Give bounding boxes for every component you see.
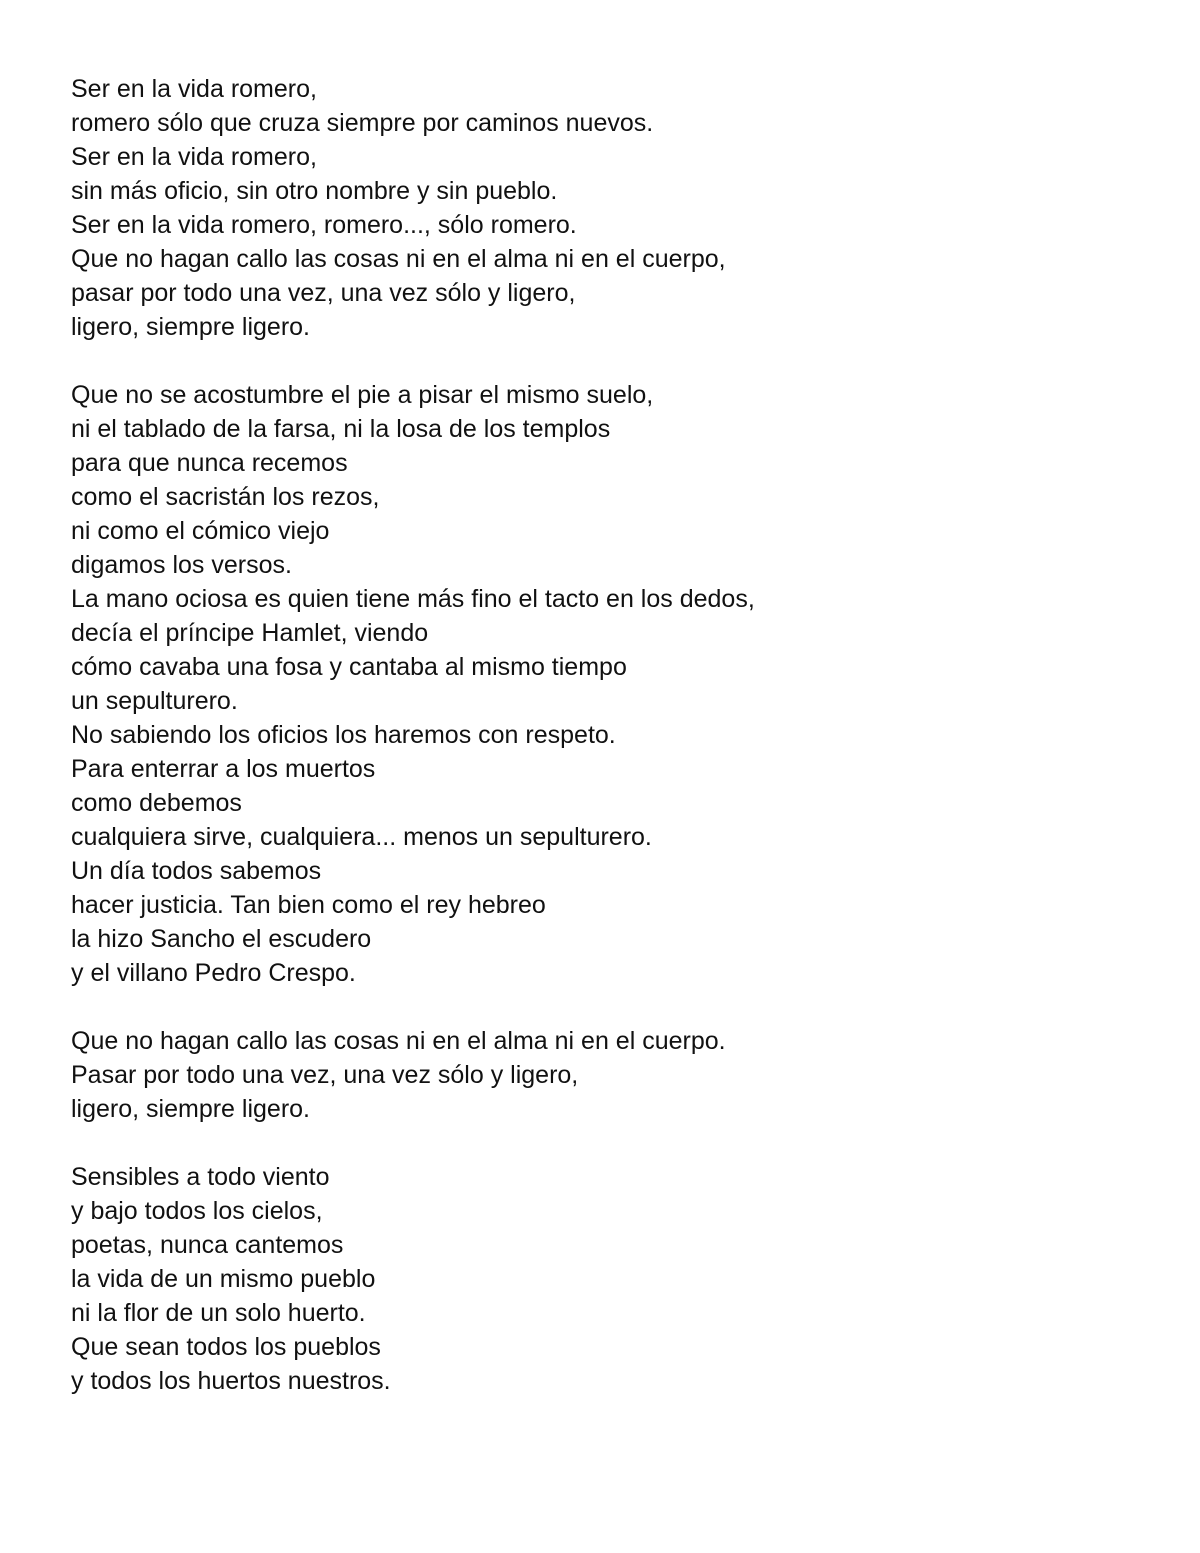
poem-line: para que nunca recemos <box>71 449 348 477</box>
poem-line: la hizo Sancho el escudero <box>71 925 372 953</box>
poem-line: ni la flor de un solo huerto. <box>71 1299 366 1327</box>
stanza-3 <box>71 1024 1151 1126</box>
poem-line: sin más oficio, sin otro nombre y sin pueblo. <box>71 177 558 205</box>
poem-line: y bajo todos los cielos, <box>71 1197 323 1225</box>
poem-line: ligero, siempre ligero. <box>71 313 310 341</box>
poem-line: Que no hagan callo las cosas ni en el alma ni en el cuerpo. <box>71 1027 726 1055</box>
poem-line: La mano ociosa es quien tiene más fino el tacto en los dedos, <box>71 585 755 613</box>
poem-line: decía el príncipe Hamlet, viendo <box>71 619 429 647</box>
poem-line: Que no hagan callo las cosas ni en el alma ni en el cuerpo, <box>71 245 726 273</box>
poem-line: como debemos <box>71 789 242 817</box>
poem-line: como el sacristán los rezos, <box>71 483 380 511</box>
poem-line: Sensibles a todo viento <box>71 1163 330 1191</box>
poem-line: Ser en la vida romero, <box>71 143 317 171</box>
poem-line: No sabiendo los oficios los haremos con respeto. <box>71 721 616 749</box>
stanza-2 <box>71 378 1151 990</box>
poem-line: pasar por todo una vez, una vez sólo y ligero, <box>71 279 576 307</box>
poem-line: ni el tablado de la farsa, ni la losa de los templos <box>71 415 611 443</box>
poem-line: la vida de un mismo pueblo <box>71 1265 376 1293</box>
poem-line: y todos los huertos nuestros. <box>71 1367 391 1395</box>
poem-line: Un día todos sabemos <box>71 857 322 885</box>
poem-line: Para enterrar a los muertos <box>71 755 376 783</box>
poem-line: ni como el cómico viejo <box>71 517 330 545</box>
poem-line: y el villano Pedro Crespo. <box>71 959 356 987</box>
poem-line: cualquiera sirve, cualquiera... menos un sepulturero. <box>71 823 652 851</box>
stanza-4 <box>71 1160 1151 1398</box>
poem-line: hacer justicia. Tan bien como el rey hebreo <box>71 891 546 919</box>
poem-line: Ser en la vida romero, <box>71 75 317 103</box>
poem-line: un sepulturero. <box>71 687 238 715</box>
poem-line: romero sólo que cruza siempre por caminos nuevos. <box>71 109 654 137</box>
poem-line: digamos los versos. <box>71 551 292 579</box>
poem-line: ligero, siempre ligero. <box>71 1095 310 1123</box>
poem-line: Pasar por todo una vez, una vez sólo y ligero, <box>71 1061 579 1089</box>
poem-line: poetas, nunca cantemos <box>71 1231 344 1259</box>
poem-line: cómo cavaba una fosa y cantaba al mismo tiempo <box>71 653 627 681</box>
poem-line: Ser en la vida romero, romero..., sólo romero. <box>71 211 577 239</box>
poem-page <box>71 72 1151 1432</box>
poem-line: Que sean todos los pueblos <box>71 1333 381 1361</box>
poem-line: Que no se acostumbre el pie a pisar el mismo suelo, <box>71 381 654 409</box>
stanza-1 <box>71 72 1151 344</box>
